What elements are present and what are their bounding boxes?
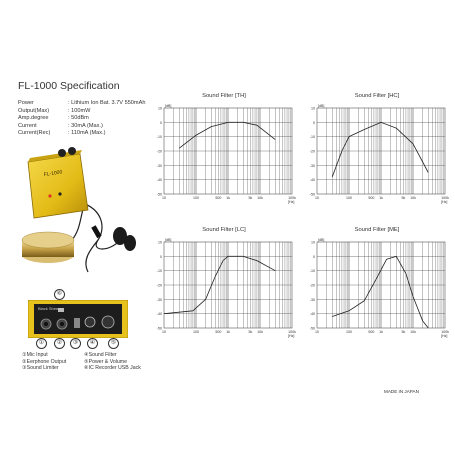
chart-svg (303, 106, 451, 202)
y-tick-label: -30 (309, 297, 315, 302)
page-title: FL-1000 Specification (18, 80, 120, 92)
x-tick-label: 100 (346, 196, 352, 200)
chart-svg (303, 240, 451, 336)
legend-item: ①Mic Input (22, 352, 48, 358)
spec-value: : 30mA (Max.) (68, 122, 103, 129)
spec-value: : 100mW (68, 107, 91, 114)
x-tick-label: 100k (288, 330, 296, 334)
y-tick-label: -40 (309, 312, 315, 317)
response-curve (332, 122, 428, 176)
x-tick-label: 10 (162, 330, 166, 334)
y-tick-label: -50 (309, 192, 315, 197)
chart-svg (150, 106, 298, 202)
spec-value: : 50dBm (68, 115, 89, 122)
y-tick-label: 0 (313, 120, 315, 125)
chart-title: Sound Filter [ME] (354, 227, 400, 233)
chart-lc (150, 227, 298, 338)
x-tick-label: 5k (248, 196, 253, 200)
chart-me (303, 227, 451, 338)
y-tick-label: -40 (309, 178, 315, 183)
y-tick-label: -20 (309, 149, 315, 154)
x-tick-label: 100 (346, 330, 352, 334)
y-tick-label: 10 (311, 240, 315, 245)
callout-2: ② (54, 338, 65, 349)
y-tick-label: -10 (309, 269, 315, 274)
legend-item: ④Sound Filter (84, 352, 117, 358)
spec-row (18, 115, 145, 123)
spec-row (18, 130, 145, 138)
y-tick-label: -50 (309, 326, 315, 331)
x-tick-label: 10 (315, 330, 319, 334)
x-tick-label: 500 (368, 330, 375, 334)
y-tick-label: -40 (156, 178, 162, 183)
x-tick-label: 1k (226, 330, 230, 334)
x-tick-label: 100k (441, 196, 449, 200)
y-tick-label: -10 (156, 135, 162, 140)
response-curve (179, 122, 275, 148)
callout-5: ⑤ (108, 338, 119, 349)
x-tick-label: 100k (288, 196, 296, 200)
y-axis-label: [dB] (165, 238, 172, 242)
spec-value: : Lithium Ion Bat. 3.7V 550mAh (68, 100, 146, 106)
device-label: FL-1000 (43, 169, 63, 178)
spec-list (18, 100, 145, 138)
x-tick-label: 500 (215, 196, 222, 200)
x-tick-label: 10 (162, 196, 166, 200)
y-axis-label: [dB] (318, 238, 325, 242)
x-tick-label: 10k (257, 330, 263, 334)
legend-item: ③Sound Limiter (22, 365, 59, 372)
legend-item: ⑥IC Recorder USB Jack (84, 365, 141, 372)
spec-row (18, 123, 145, 131)
x-tick-label: 10 (315, 196, 319, 200)
x-axis-label: [Hz] (441, 334, 448, 338)
y-axis-label: [dB] (165, 104, 172, 108)
x-tick-label: 100k (441, 330, 449, 334)
x-tick-label: 1k (379, 196, 383, 200)
x-axis-label: [Hz] (441, 200, 448, 204)
y-tick-label: 0 (313, 254, 315, 259)
x-tick-label: 1k (226, 196, 230, 200)
spec-value: : 110mA (Max.) (68, 130, 106, 137)
spec-key: Current (18, 122, 37, 129)
y-tick-label: -50 (156, 192, 162, 197)
legend-item: ⑤Power & Volume (84, 358, 127, 365)
x-axis-label: [Hz] (288, 334, 295, 338)
x-tick-label: 10k (410, 330, 416, 334)
y-tick-label: 10 (158, 106, 162, 111)
spec-key: Amp.degree (18, 115, 49, 122)
y-tick-label: -50 (156, 326, 162, 331)
callout-legend (22, 352, 154, 372)
chart-svg (150, 240, 298, 336)
x-tick-label: 10k (257, 196, 263, 200)
response-curve (332, 256, 428, 328)
spec-key: Current(Rec) (18, 130, 51, 137)
y-tick-label: 10 (158, 240, 162, 245)
legend-item: ②Eerphone Output (22, 358, 67, 365)
made-in-label: MADE IN JAPAN (384, 389, 419, 394)
chart-hc (303, 93, 451, 204)
x-tick-label: 100 (193, 330, 199, 334)
x-axis-label: [Hz] (288, 200, 295, 204)
callout-3: ③ (70, 338, 81, 349)
y-axis-label: [dB] (318, 104, 325, 108)
y-tick-label: -30 (156, 297, 162, 302)
y-tick-label: -10 (309, 135, 315, 140)
x-tick-label: 5k (401, 196, 406, 200)
x-tick-label: 5k (248, 330, 253, 334)
y-tick-label: -20 (156, 149, 162, 154)
connector-panel (28, 300, 128, 338)
chart-th (150, 93, 298, 204)
x-tick-label: 500 (215, 330, 222, 334)
y-tick-label: -40 (156, 312, 162, 317)
x-tick-label: 500 (368, 196, 375, 200)
y-tick-label: 10 (311, 106, 315, 111)
y-tick-label: 0 (160, 254, 162, 259)
spec-row (18, 108, 145, 116)
y-tick-label: -10 (156, 269, 162, 274)
spec-key: Output(Max) (18, 107, 50, 114)
y-tick-label: 0 (160, 120, 162, 125)
y-tick-label: -30 (309, 163, 315, 168)
chart-title: Sound Filter [HC] (354, 93, 400, 99)
x-tick-label: 10k (410, 196, 416, 200)
product-photo (10, 140, 145, 285)
y-tick-label: -20 (309, 283, 315, 288)
chart-title: Sound Filter [LC] (202, 227, 246, 233)
chart-title: Sound Filter [TH] (202, 93, 246, 99)
callout-6: ⑥ (54, 289, 65, 300)
spec-row (18, 100, 145, 108)
y-tick-label: -30 (156, 163, 162, 168)
spec-key: Power (18, 100, 34, 106)
panel-label: Black Sheep (38, 306, 61, 311)
x-tick-label: 100 (193, 196, 199, 200)
callout-1: ① (36, 338, 47, 349)
y-tick-label: -20 (156, 283, 162, 288)
x-tick-label: 1k (379, 330, 383, 334)
x-tick-label: 5k (401, 330, 406, 334)
callout-4: ④ (87, 338, 98, 349)
